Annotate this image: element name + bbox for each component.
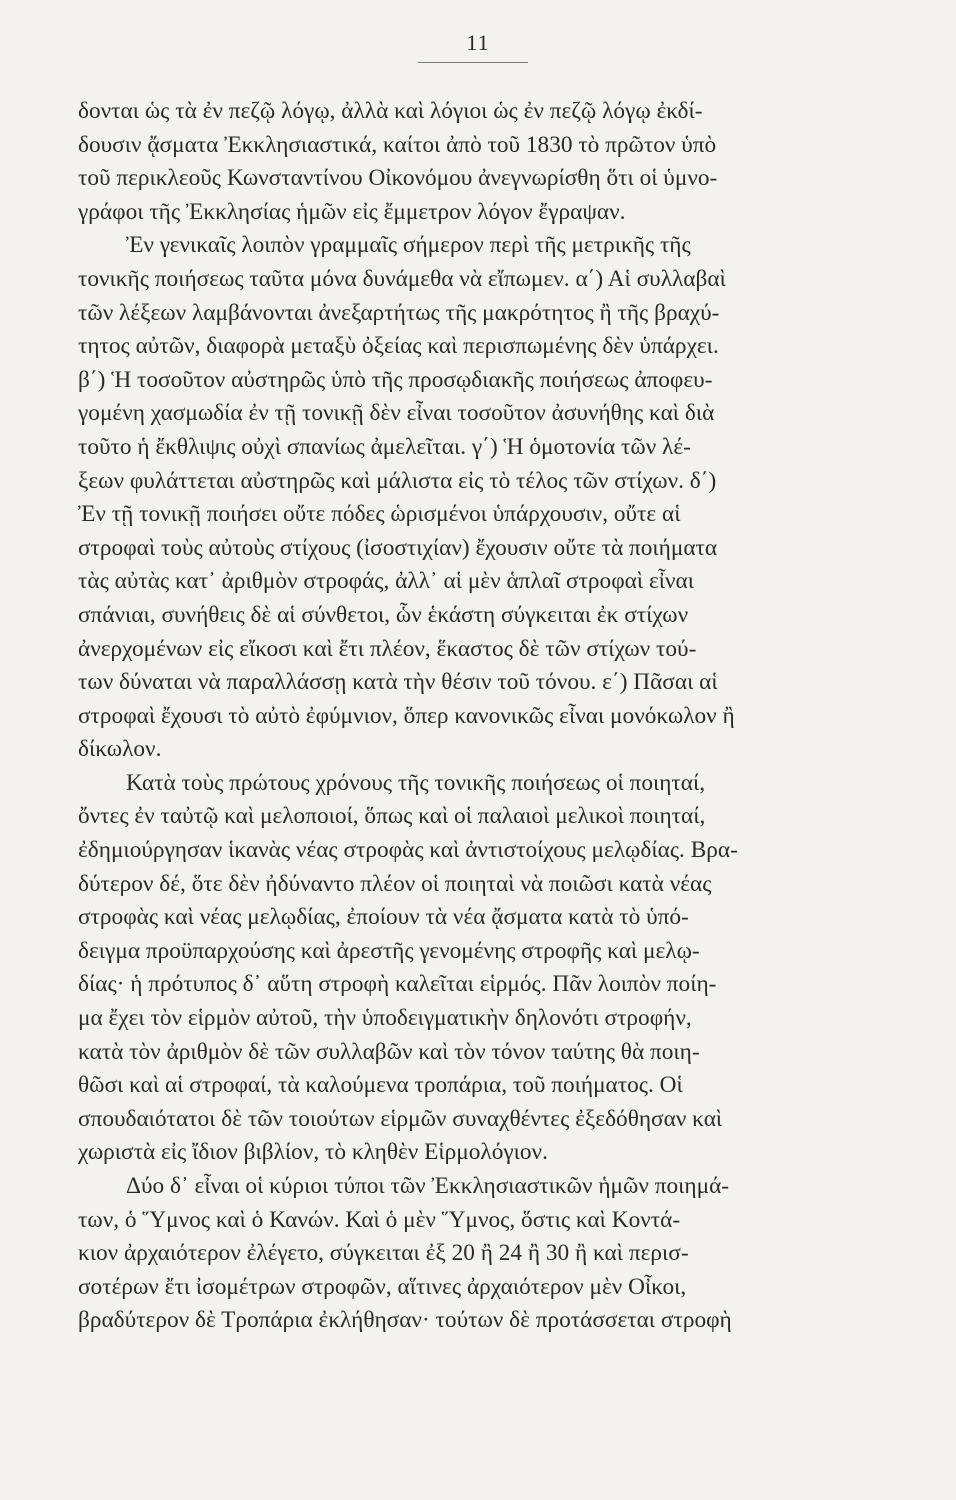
text-line: δίκωλον.: [78, 736, 162, 763]
text-line: τοῦ περικλεοῦς Κωνσταντίνου Οἰκονόμου ἀνεγνωρίσθη ὅτι οἱ ὑμνο-: [78, 165, 718, 192]
text-line: Δύο δ᾽ εἶναι οἱ κύριοι τύποι τῶν Ἐκκλησιαστικῶν ἡμῶν ποιημά-: [126, 1173, 730, 1199]
text-line: δύτερον δέ, ὅτε δὲν ἠδύναντο πλέον οἱ ποιηταὶ νὰ ποιῶσι κατὰ νέας: [78, 870, 712, 897]
text-line: των, ὁ Ὕμνος καὶ ὁ Κανών. Καὶ ὁ μὲν Ὕμνος, ὅστις καὶ Κοντά-: [78, 1206, 681, 1233]
text-line: σπουδαιότατοι δὲ τῶν τοιούτων εἱρμῶν συναχθέντες ἐξεδόθησαν καὶ: [78, 1105, 723, 1132]
text-line: μα ἔχει τὸν εἱρμὸν αὐτοῦ, τὴν ὑποδειγματικὴν δηλονότι στροφήν,: [78, 1005, 692, 1032]
text-line: των δύναται νὰ παραλλάσσῃ κατὰ τὴν θέσιν τοῦ τόνου. ε΄) Πᾶσαι αἱ: [78, 669, 718, 696]
text-line: Ἐν τῇ τονικῇ ποιήσει οὔτε πόδες ὡρισμένοι ὑπάρχουσιν, οὔτε αἱ: [78, 501, 681, 528]
text-line: κιον ἀρχαιότερον ἐλέγετο, σύγκειται ἐξ 20 ἢ 24 ἢ 30 ἢ καὶ περισ-: [78, 1240, 689, 1267]
text-line: τῶν λέξεων λαμβάνονται ἀνεξαρτήτως τῆς μακρότητος ἢ τῆς βραχύ-: [78, 299, 720, 326]
text-line: χωριστὰ εἰς ἴδιον βιβλίον, τὸ κληθὲν Εἱρμολόγιον.: [78, 1139, 548, 1166]
text-line: ξεων φυλάττεται αὐστηρῶς καὶ μάλιστα εἰς τὸ τέλος τῶν στίχων. δ΄): [78, 467, 717, 494]
text-line: τητος αὐτῶν, διαφορὰ μεταξὺ ὀξείας καὶ περισπωμένης δὲν ὑπάρχει.: [78, 333, 719, 360]
text-line: στροφαὶ ἔχουσι τὸ αὐτὸ ἐφύμνιον, ὅπερ κανονικῶς εἶναι μονόκωλον ἢ: [78, 702, 735, 729]
text-line: στροφὰς καὶ νέας μελῳδίας, ἐποίουν τὰ νέα ᾄσματα κατὰ τὸ ὑπό-: [78, 904, 689, 931]
text-line: Κατὰ τοὺς πρώτους χρόνους τῆς τονικῆς ποιήσεως οἱ ποιηταί,: [126, 769, 706, 796]
text-line: ὄντες ἐν ταὐτῷ καὶ μελοποιοί, ὅπως καὶ οἱ παλαιοὶ μελικοὶ ποιηταί,: [78, 803, 706, 830]
text-line: σοτέρων ἔτι ἰσομέτρων στροφῶν, αἵτινες ἀρχαιότερον μὲν Οἶκοι,: [78, 1273, 687, 1300]
header-rule: [418, 62, 528, 63]
text-line: σπάνιαι, συνήθεις δὲ αἱ σύνθετοι, ὧν ἑκάστη σύγκειται ἐκ στίχων: [78, 601, 689, 628]
text-line: ἀνερχομένων εἰς εἴκοσι καὶ ἔτι πλέον, ἕκαστος δὲ τῶν στίχων τού-: [78, 635, 697, 662]
text-line: τονικῆς ποιήσεως ταῦτα μόνα δυνάμεθα νὰ εἴπωμεν. α΄) Αἱ συλλαβαὶ: [78, 265, 726, 292]
body-text: [78, 95, 875, 1338]
text-line: κατὰ τὸν ἀριθμὸν δὲ τῶν συλλαβῶν καὶ τὸν τόνον ταύτης θὰ ποιη-: [78, 1038, 700, 1065]
text-line: ἐδημιούργησαν ἱκανὰς νέας στροφὰς καὶ ἀντιστοίχους μελῳδίας. Βρα-: [78, 837, 738, 864]
text-line: θῶσι καὶ αἱ στροφαί, τὰ καλούμενα τροπάρια, τοῦ ποιήματος. Οἱ: [78, 1072, 683, 1099]
text-line: β΄) Ἡ τοσοῦτον αὐστηρῶς ὑπὸ τῆς προσῳδιακῆς ποιήσεως ἀποφευ-: [78, 366, 713, 393]
text-line: δίας· ἡ πρότυπος δ᾽ αὕτη στροφὴ καλεῖται εἱρμός. Πᾶν λοιπὸν ποίη-: [78, 971, 717, 998]
text-line: Ἐν γενικαῖς λοιπὸν γραμμαῖς σήμερον περὶ τῆς μετρικῆς τῆς: [126, 232, 691, 259]
text-line: δουσιν ᾄσματα Ἐκκλησιαστικά, καίτοι ἀπὸ τοῦ 1830 τὸ πρῶτον ὑπὸ: [78, 131, 717, 158]
text-line: γράφοι τῆς Ἐκκλησίας ἡμῶν εἰς ἔμμετρον λόγον ἔγραψαν.: [78, 198, 626, 225]
text-line: στροφαὶ τοὺς αὐτοὺς στίχους (ἰσοστιχίαν) ἔχουσιν οὔτε τὰ ποιήματα: [78, 534, 718, 561]
text-line: δειγμα προϋπαρχούσης καὶ ἀρεστῆς γενομένης στροφῆς καὶ μελῳ-: [78, 937, 700, 964]
page-number: 11: [466, 30, 490, 55]
text-line: δονται ὡς τὰ ἐν πεζῷ λόγῳ, ἀλλὰ καὶ λόγιοι ὡς ἐν πεζῷ λόγῳ ἐκδί-: [78, 98, 703, 124]
text-line: τοῦτο ἡ ἔκθλιψις οὐχὶ σπανίως ἀμελεῖται. γ΄) Ἡ ὁμοτονία τῶν λέ-: [78, 433, 691, 460]
text-line: βραδύτερον δὲ Τροπάρια ἐκλήθησαν· τούτων δὲ προτάσσεται στροφὴ: [78, 1307, 732, 1334]
text-line: γομένη χασμωδία ἐν τῇ τονικῇ δὲν εἶναι τοσοῦτον ἀσυνήθης καὶ διὰ: [78, 400, 715, 427]
text-line: τὰς αὐτὰς κατ᾽ ἀριθμὸν στροφάς, ἀλλ᾽ αἱ μὲν ἁπλαῖ στροφαὶ εἶναι: [78, 568, 695, 595]
